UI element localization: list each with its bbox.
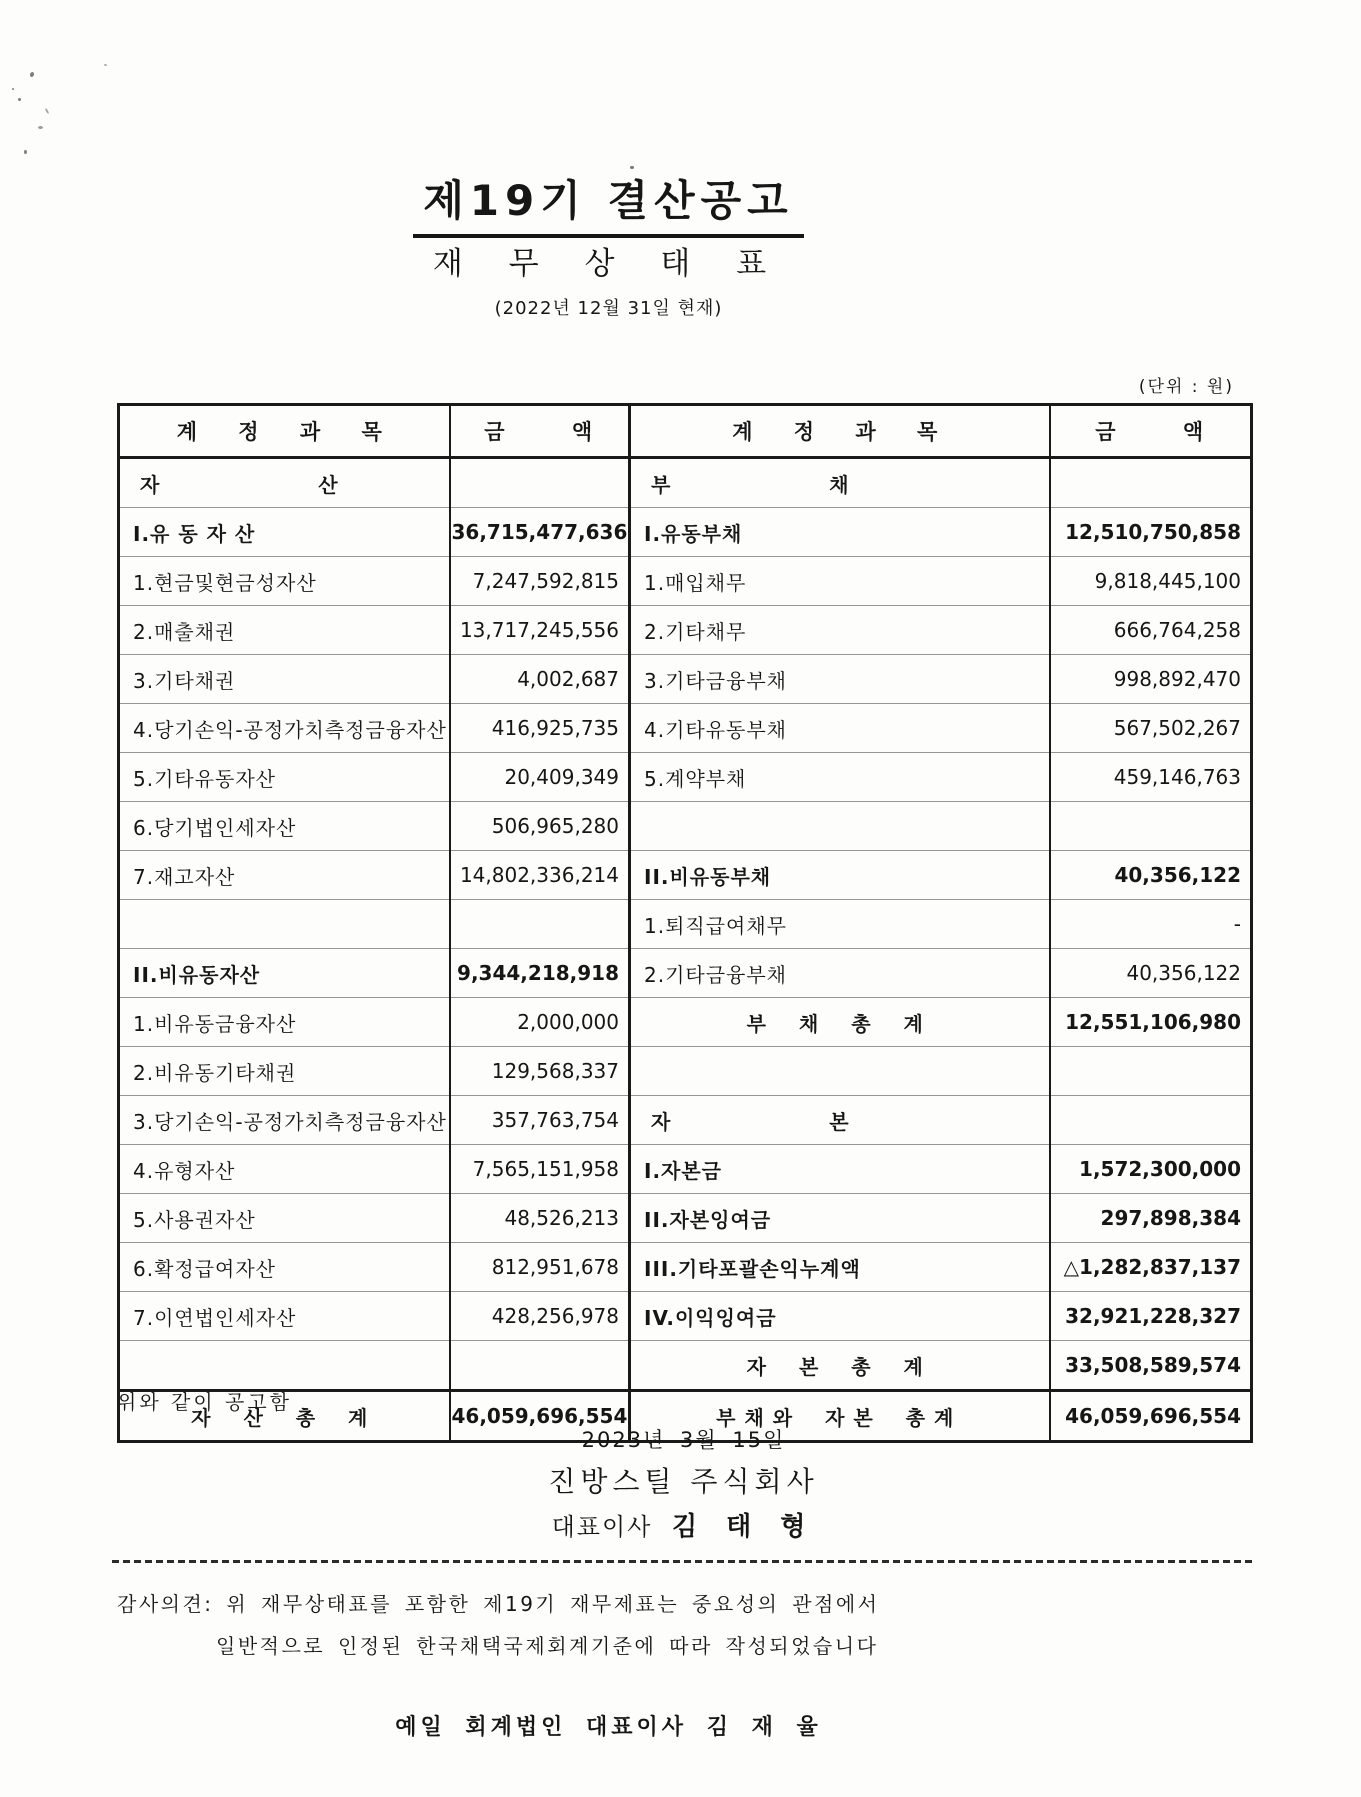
account-cell: 4.당기손익-공정가치측정금융자산 [119,704,450,753]
account-cell: II.비유동자산 [119,949,450,998]
table-row [119,1292,1252,1341]
amount-cell: 12,510,750,858 [1050,508,1252,557]
account-cell: I.유 동 자 산 [119,508,450,557]
scan-speckle [38,126,43,129]
account-cell: 4.유형자산 [119,1145,450,1194]
account-cell: 3.기타채권 [119,655,450,704]
account-cell: IV.이익잉여금 [630,1292,1050,1341]
amount-cell: 46,059,696,554 [450,1391,630,1442]
amount-cell: 13,717,245,556 [450,606,630,655]
account-cell: 6.당기법인세자산 [119,802,450,851]
account-cell: 부채와 자본 총계 [630,1391,1050,1442]
account-cell: II.비유동부채 [630,851,1050,900]
account-cell: 부 채 총 계 [630,998,1050,1047]
amount-cell: - [1050,900,1252,949]
amount-cell: 46,059,696,554 [1050,1391,1252,1442]
account-cell: 2.기타금융부채 [630,949,1050,998]
account-cell: I.유동부채 [630,508,1050,557]
table-row [119,851,1252,900]
amount-cell: 666,764,258 [1050,606,1252,655]
account-cell: 자 본 총 계 [630,1341,1050,1391]
scan-speckle [18,98,21,101]
account-cell: 6.확정급여자산 [119,1243,450,1292]
amount-cell: 9,344,218,918 [450,949,630,998]
table-row [119,1047,1252,1096]
amount-cell: 20,409,349 [450,753,630,802]
table-header-row [119,405,1252,458]
as-of-date: (2022년 12월 31일 현재) [494,298,723,319]
amount-cell: 812,951,678 [450,1243,630,1292]
balance-sheet-table [117,403,1253,1443]
account-cell: 3.당기손익-공정가치측정금융자산 [119,1096,450,1145]
account-cell: 7.재고자산 [119,851,450,900]
amount-cell: 14,802,336,214 [450,851,630,900]
announce-date: 2023년 3월 15일 [581,1428,786,1452]
table-row [119,949,1252,998]
table-row [119,1145,1252,1194]
audit-opinion-line2: 일반적으로 인정된 한국채택국제회계기준에 따라 작성되었습니다 [216,1634,879,1658]
amount-cell [1050,1096,1252,1145]
ceo-label: 대표이사 [551,1513,653,1541]
account-cell: 2.매출채권 [119,606,450,655]
account-cell: 5.사용권자산 [119,1194,450,1243]
scan-speckle [12,88,14,90]
table-row [119,1341,1252,1391]
dashed-divider [112,1560,1252,1563]
amount-cell: 567,502,267 [1050,704,1252,753]
amount-cell: 428,256,978 [450,1292,630,1341]
scan-speckle [29,71,34,77]
table-row [119,802,1252,851]
scan-speckle [24,150,27,154]
account-cell: 2.기타채무 [630,606,1050,655]
ceo-signature [117,1506,1250,1543]
amount-cell: 1,572,300,000 [1050,1145,1252,1194]
amount-cell: 9,818,445,100 [1050,557,1252,606]
amount-cell: 32,921,228,327 [1050,1292,1252,1341]
account-cell [630,802,1050,851]
balance-sheet-body [119,458,1252,1442]
account-cell [119,1341,450,1391]
account-cell: 자 본 [630,1096,1050,1145]
amount-cell: 33,508,589,574 [1050,1341,1252,1391]
amount-cell: 998,892,470 [1050,655,1252,704]
unit-note: (단위 : 원) [1138,377,1234,397]
table-row [119,1243,1252,1292]
amount-cell: 48,526,213 [450,1194,630,1243]
amount-cell: 40,356,122 [1050,851,1252,900]
ceo-name: 김 태 형 [671,1512,816,1542]
table-row [119,704,1252,753]
table-row [119,1194,1252,1243]
account-cell: 1.비유동금융자산 [119,998,450,1047]
account-cell: 4.기타유동부채 [630,704,1050,753]
header-account-right: 계 정 과 목 [630,405,1050,458]
account-cell: 7.이연법인세자산 [119,1292,450,1341]
account-cell [630,1047,1050,1096]
table-row [119,1096,1252,1145]
account-cell [119,900,450,949]
account-cell: 2.비유동기타채권 [119,1047,450,1096]
table-row [119,606,1252,655]
account-cell: 5.계약부채 [630,753,1050,802]
amount-cell: 459,146,763 [1050,753,1252,802]
account-cell: 1.퇴직급여채무 [630,900,1050,949]
amount-cell: 297,898,384 [1050,1194,1252,1243]
page-title-text: 제19기 결산공고 [413,168,804,238]
account-cell: 5.기타유동자산 [119,753,450,802]
amount-cell [1050,458,1252,508]
table-row [119,753,1252,802]
statement-title: 재 무 상 태 표 [432,246,785,282]
amount-cell: 7,247,592,815 [450,557,630,606]
amount-cell: 357,763,754 [450,1096,630,1145]
scan-speckle [45,108,50,114]
table-row [119,655,1252,704]
account-cell: 1.현금및현금성자산 [119,557,450,606]
header-account-left: 계 정 과 목 [119,405,450,458]
account-cell: I.자본금 [630,1145,1050,1194]
table-row [119,458,1252,508]
amount-cell: 416,925,735 [450,704,630,753]
account-cell: III.기타포괄손익누계액 [630,1243,1050,1292]
amount-cell [450,1341,630,1391]
table-row [119,508,1252,557]
amount-cell: 506,965,280 [450,802,630,851]
company-name: 진방스틸 주식회사 [548,1465,819,1498]
table-row [119,900,1252,949]
amount-cell [1050,802,1252,851]
header-amount-left: 금 액 [450,405,630,458]
account-cell: 1.매입채무 [630,557,1050,606]
account-cell: 3.기타금융부채 [630,655,1050,704]
audit-opinion-line1: 감사의견: 위 재무상태표를 포함한 제19기 재무제표는 중요성의 관점에서 [117,1592,880,1616]
table-row [119,998,1252,1047]
amount-cell: 36,715,477,636 [450,508,630,557]
amount-cell: 4,002,687 [450,655,630,704]
auditor-signature: 예일 회계법인 대표이사 김 재 율 [395,1715,822,1740]
announcement-notice: 위와 같이 공고함 [117,1390,292,1414]
page-title [117,168,1100,238]
account-cell: 자 산 총 계 [119,1391,450,1442]
amount-cell [1050,1047,1252,1096]
table-row [119,557,1252,606]
amount-cell [450,900,630,949]
account-cell: 부 채 [630,458,1050,508]
amount-cell: 129,568,337 [450,1047,630,1096]
amount-cell: 2,000,000 [450,998,630,1047]
account-cell: II.자본잉여금 [630,1194,1050,1243]
amount-cell: 12,551,106,980 [1050,998,1252,1047]
amount-cell [450,458,630,508]
scan-speckle [104,64,107,66]
amount-cell: △1,282,837,137 [1050,1243,1252,1292]
amount-cell: 7,565,151,958 [450,1145,630,1194]
header-amount-right: 금 액 [1050,405,1252,458]
amount-cell: 40,356,122 [1050,949,1252,998]
account-cell: 자 산 [119,458,450,508]
